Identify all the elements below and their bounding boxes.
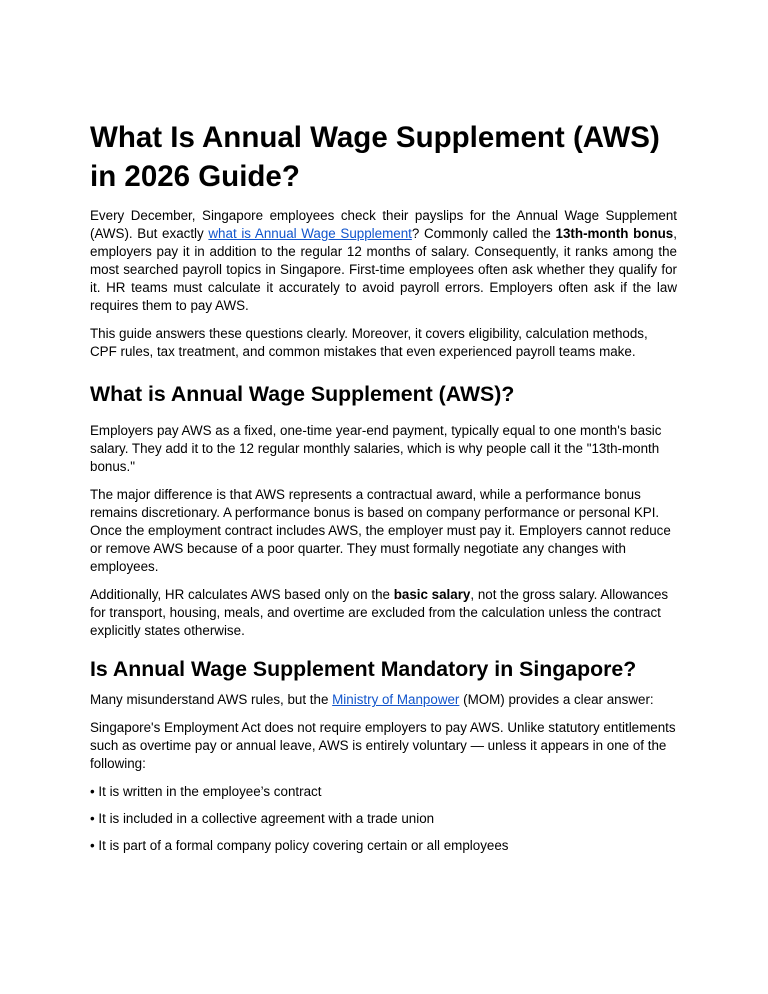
list-item: • It is included in a collective agreement with a trade union [90,811,435,826]
intro-paragraph-2: This guide answers these questions clearly. Moreover, it covers eligibility, calculation methods, CPF rules, tax treatment, and common mistakes that even experienced payroll teams make. [90,326,648,359]
list-item: • It is written in the employee’s contract [90,784,322,799]
mom-link[interactable]: Ministry of Manpower [332,692,460,707]
section2-paragraph-1: Many misunderstand AWS rules, but the Ministry of Manpower (MOM) provides a clear answer: [90,692,654,707]
intro-paragraph-1: Every December, Singapore employees check their payslips for the Annual Wage Supplement (AWS). But exactly what is Annual Wage Supplement? Commonly called the 13th-month bonus, employers pay it in addition to the regular 12 months of salary. Consequently, it ranks among the most searched payroll topics in Singapore. First-time employees often ask whether they qualify for it. HR teams must calculate it accurately to avoid payroll errors. Employers often ask if the law requires them to pay AWS. [90,208,677,313]
page-title: What Is Annual Wage Supplement (AWS) in 2026 Guide? [90,121,660,193]
bold-term: 13th-month bonus [555,226,674,241]
aws-definition-link[interactable]: what is Annual Wage Supplement [208,226,412,241]
section2-paragraph-2: Singapore's Employment Act does not require employers to pay AWS. Unlike statutory entitlements such as overtime pay or annual leave, AWS is entirely voluntary — unless it appears in one of the following: [90,720,676,771]
section1-paragraph-1: Employers pay AWS as a fixed, one-time year-end payment, typically equal to one month's basic salary. They add it to the 12 regular monthly salaries, which is why people call it the "13th-month bonus." [90,423,662,474]
list-item: • It is part of a formal company policy covering certain or all employees [90,838,509,853]
section-heading-what-is-aws: What is Annual Wage Supplement (AWS)? [90,382,515,406]
section1-paragraph-3: Additionally, HR calculates AWS based only on the basic salary, not the gross salary. Allowances for transport, housing, meals, and overtime are excluded from the calculation unless the contract explicitly states otherwise. [90,587,669,638]
bullet-list [90,783,677,855]
section1-paragraph-2: The major difference is that AWS represents a contractual award, while a performance bonus remains discretionary. A performance bonus is based on company performance or personal KPI. Once the employment contract includes AWS, the employer must pay it. Employers cannot reduce or remove AWS because of a poor quarter. They must formally negotiate any changes with employees. [90,487,671,574]
section-heading-is-aws-mandatory: Is Annual Wage Supplement Mandatory in Singapore? [90,657,637,681]
document-page [90,118,677,855]
bold-term: basic salary [393,587,471,602]
